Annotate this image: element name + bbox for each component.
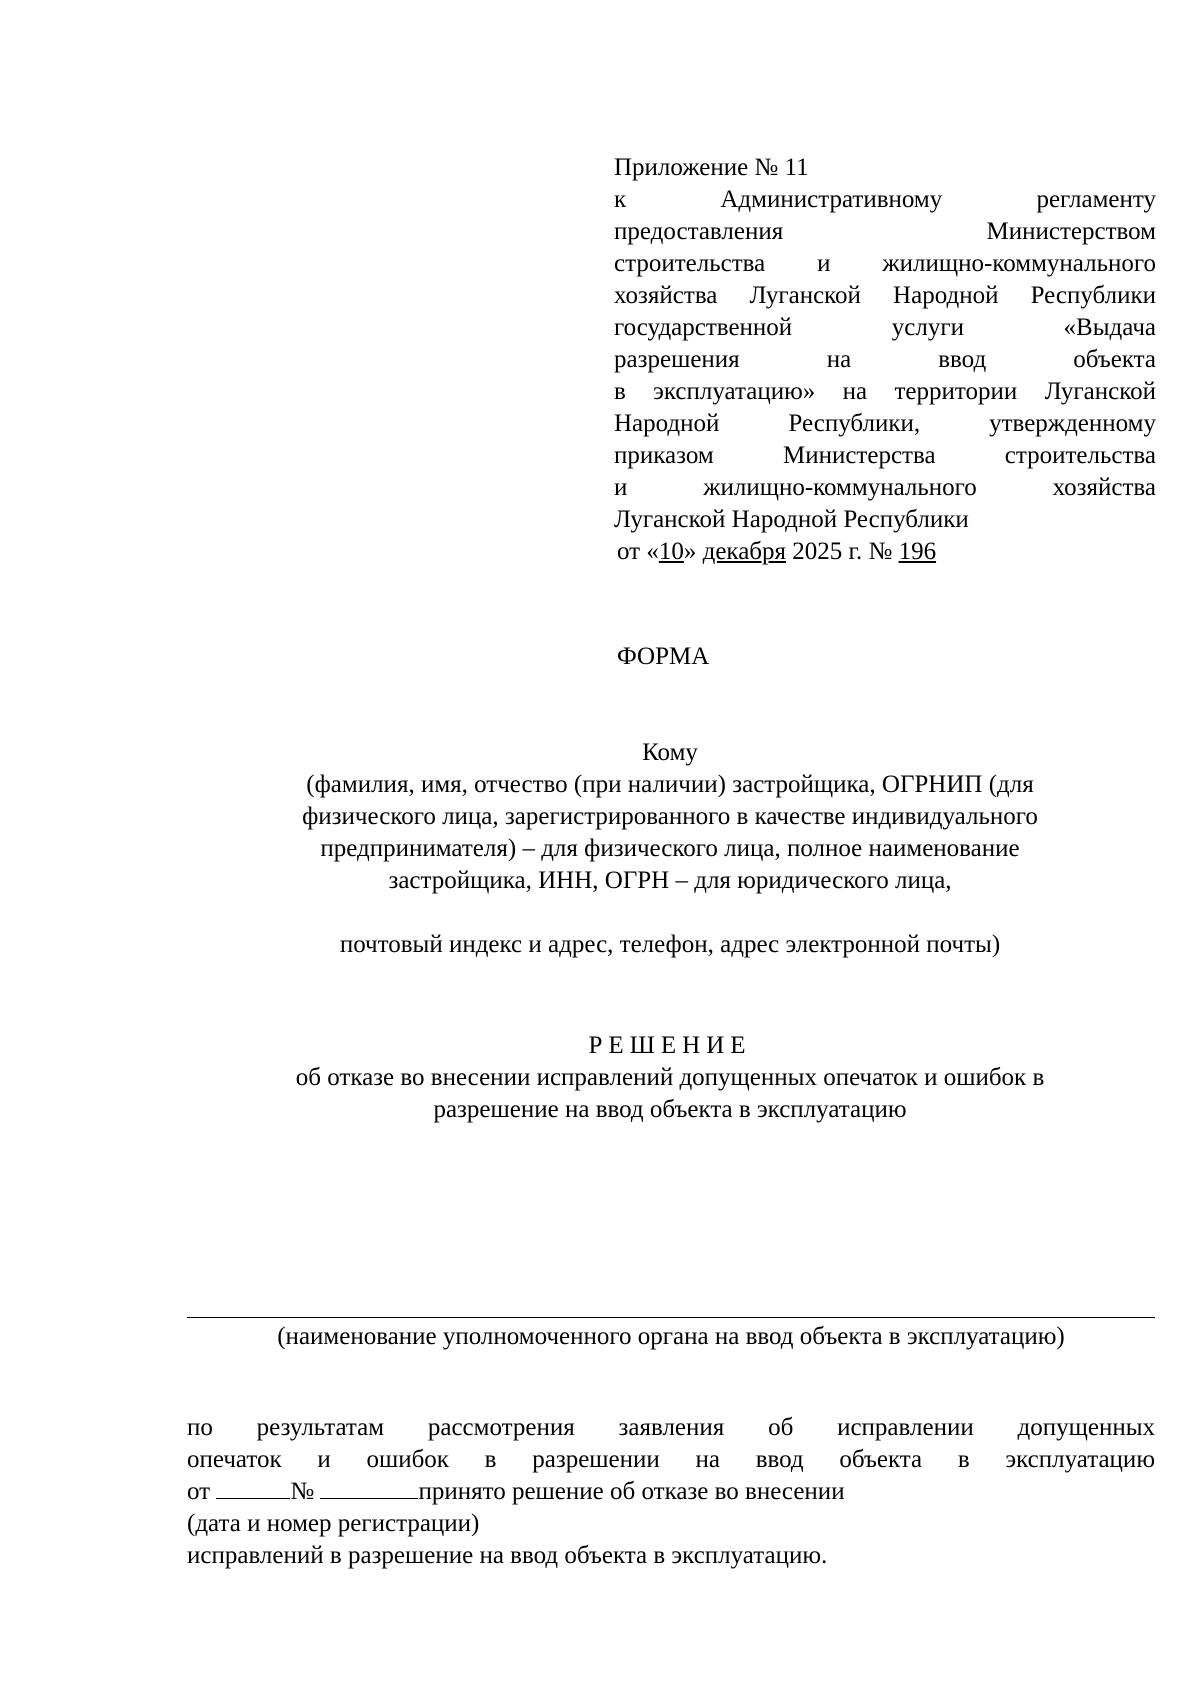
- addressee-line: застройщика, ИНН, ОГРН – для юридического лица,: [388, 867, 952, 894]
- authority-fill-line: [187, 1317, 1155, 1318]
- addressee-line: физического лица, зарегистрированного в качестве индивидуального: [302, 803, 1038, 830]
- date-month: декабря: [702, 538, 787, 565]
- date-mid: »: [683, 538, 703, 565]
- decision-subtitle-line: об отказе во внесении исправлений допущенных опечаток и ошибок в: [295, 1064, 1045, 1091]
- appendix-line: к Административному регламенту: [614, 186, 1156, 213]
- registration-caption: (дата и номер регистрации): [187, 1510, 480, 1537]
- body-registration-line: [187, 1476, 1155, 1508]
- appendix-header: [614, 152, 1156, 568]
- appendix-line: и жилищно-коммунального хозяйства: [614, 474, 1156, 501]
- appendix-line: Народной Республики, утвержденному: [614, 410, 1156, 437]
- registration-prefix: от: [187, 1478, 217, 1505]
- order-date-line: [614, 536, 1156, 568]
- decision-heading: РЕШЕНИЕ: [588, 1032, 752, 1059]
- appendix-line: строительства и жилищно-коммунального: [614, 250, 1156, 277]
- addressee-to: Кому: [642, 739, 698, 766]
- appendix-line: в эксплуатацию» на территории Луганской: [614, 378, 1156, 405]
- appendix-line: государственной услуги «Выдача: [614, 314, 1156, 341]
- appendix-title: Приложение № 11: [614, 154, 809, 181]
- appendix-line: Луганской Народной Республики: [614, 506, 969, 533]
- appendix-line: разрешения на ввод объекта: [614, 346, 1156, 373]
- appendix-line: хозяйства Луганской Народной Республики: [614, 282, 1156, 309]
- appendix-line: приказом Министерства строительства: [614, 442, 1156, 469]
- decision-block: [200, 1030, 1140, 1126]
- addressee-contact: почтовый индекс и адрес, телефон, адрес электронной почты): [339, 931, 1001, 958]
- date-day: 10: [658, 538, 684, 565]
- decision-body: [187, 1412, 1155, 1572]
- registration-number-sign: №: [290, 1478, 321, 1505]
- body-line: исправлений в разрешение на ввод объекта в эксплуатацию.: [187, 1542, 828, 1569]
- registration-suffix: принято решение об отказе во внесении: [418, 1478, 845, 1505]
- date-prefix: от «: [617, 538, 659, 565]
- addressee-line: (фамилия, имя, отчество (при наличии) застройщика, ОГРНИП (для: [306, 771, 1034, 798]
- body-line: по результатам рассмотрения заявления об исправлении допущенных: [187, 1414, 1155, 1441]
- authority-caption: (наименование уполномоченного органа на ввод объекта в эксплуатацию): [277, 1323, 1065, 1350]
- body-line: опечаток и ошибок в разрешении на ввод объекта в эксплуатацию: [187, 1446, 1155, 1473]
- date-year: 2025 г. №: [786, 538, 899, 565]
- order-number: 196: [898, 538, 937, 565]
- addressee-block: [200, 737, 1140, 961]
- registration-date-blank: [216, 1476, 290, 1499]
- appendix-line: предоставления Министерством: [614, 218, 1156, 245]
- addressee-line: предпринимателя) – для физического лица, полное наименование: [320, 835, 1020, 862]
- decision-subtitle-line: разрешение на ввод объекта в эксплуатацию: [433, 1096, 907, 1123]
- registration-number-blank: [320, 1476, 418, 1499]
- form-label: ФОРМА: [617, 643, 710, 670]
